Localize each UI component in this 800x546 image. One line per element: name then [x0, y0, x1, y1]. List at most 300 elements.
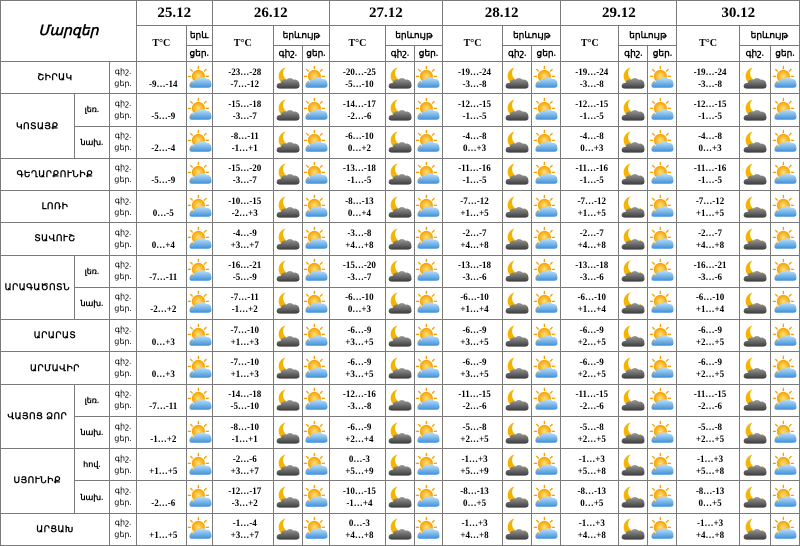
sun-cloud-icon — [187, 226, 212, 252]
sun-cloud-icon — [533, 484, 559, 510]
forecast-row — [1, 481, 800, 513]
weather-cell — [619, 449, 648, 481]
sun-cloud-icon — [303, 65, 329, 91]
sun-cloud-icon — [187, 355, 212, 381]
temperature-cell: -4…-8 0…+3 — [442, 126, 502, 158]
weather-cell — [619, 513, 648, 545]
night-day-label: գիշ. ցեր. — [109, 513, 136, 545]
sun-cloud-icon — [415, 65, 441, 91]
temperature-cell: -6…-10 0…+3 — [329, 287, 385, 319]
region-name: ԱՐՄԱՎԻՐ — [1, 352, 110, 384]
moon-cloud-icon — [387, 516, 413, 542]
moon-cloud-icon — [742, 484, 768, 510]
sun-cloud-icon — [772, 452, 798, 478]
weather-cell — [648, 94, 677, 126]
temperature-cell: -4…-8 0…+3 — [561, 126, 619, 158]
sun-cloud-icon — [303, 387, 329, 413]
moon-cloud-icon — [387, 290, 413, 316]
temperature-cell: -12…-17 -3…+2 — [212, 481, 273, 513]
day-header: ցեր. — [532, 46, 561, 62]
weather-cell — [414, 449, 442, 481]
moon-cloud-icon — [742, 65, 768, 91]
sun-cloud-icon — [187, 452, 212, 478]
weather-cell — [302, 513, 329, 545]
forecast-row — [1, 384, 800, 416]
temperature-cell: -8…-11 -1…+1 — [212, 126, 273, 158]
sun-cloud-icon — [649, 323, 675, 349]
weather-cell — [503, 126, 532, 158]
temperature-cell: -2…-6 — [136, 481, 186, 513]
sun-cloud-icon — [533, 65, 559, 91]
sun-cloud-icon — [772, 258, 798, 284]
moon-cloud-icon — [620, 484, 646, 510]
weather-cell — [414, 94, 442, 126]
temperature-cell: +1…+5 — [136, 449, 186, 481]
temperature-cell: -5…-9 — [136, 158, 186, 190]
weather-cell — [503, 320, 532, 352]
moon-cloud-icon — [742, 226, 768, 252]
weather-cell — [532, 352, 561, 384]
temperature-cell: 0…+3 — [136, 320, 186, 352]
night-day-label: գիշ. ցեր. — [109, 94, 136, 126]
weather-cell — [770, 94, 799, 126]
weather-cell — [186, 384, 212, 416]
temperature-cell: -6…-10 +1…+4 — [442, 287, 502, 319]
date-header: 26.12 — [212, 1, 329, 26]
day-header: ցեր. — [770, 46, 799, 62]
weather-cell — [739, 287, 770, 319]
weather-cell — [503, 223, 532, 255]
moon-cloud-icon — [620, 161, 646, 187]
weather-cell — [414, 62, 442, 94]
weather-cell — [739, 126, 770, 158]
sun-cloud-icon — [772, 226, 798, 252]
night-header: գիշ. — [503, 46, 532, 62]
temperature-cell: -8…-13 0…+4 — [329, 191, 385, 223]
sun-cloud-icon — [533, 323, 559, 349]
moon-cloud-icon — [275, 226, 301, 252]
temperature-cell: -13…-18 -3…-6 — [442, 255, 502, 287]
sun-cloud-icon — [187, 387, 212, 413]
moon-cloud-icon — [275, 484, 301, 510]
sun-cloud-icon — [533, 129, 559, 155]
moon-cloud-icon — [387, 226, 413, 252]
temperature-cell: -13…-18 -1…-5 — [329, 158, 385, 190]
sun-cloud-icon — [415, 387, 441, 413]
weather-cell — [619, 384, 648, 416]
weather-cell — [619, 94, 648, 126]
weather-cell — [273, 94, 302, 126]
temperature-cell: -14…-18 -5…-10 — [212, 384, 273, 416]
moon-cloud-icon — [504, 258, 530, 284]
subzone-label: նախ. — [74, 481, 109, 513]
weather-cell — [770, 255, 799, 287]
sun-cloud-icon — [649, 161, 675, 187]
weather-cell — [770, 481, 799, 513]
temperature-cell: -2…+2 — [136, 287, 186, 319]
date-header: 27.12 — [329, 1, 442, 26]
weather-cell — [273, 287, 302, 319]
weather-cell — [414, 513, 442, 545]
weather-cell — [770, 449, 799, 481]
sun-cloud-icon — [772, 323, 798, 349]
weather-cell — [739, 320, 770, 352]
sun-cloud-icon — [415, 129, 441, 155]
moon-cloud-icon — [742, 516, 768, 542]
temperature-cell: -1…+3 +5…+8 — [561, 449, 619, 481]
sun-cloud-icon — [649, 129, 675, 155]
weather-cell — [503, 513, 532, 545]
moon-cloud-icon — [620, 355, 646, 381]
sun-cloud-icon — [415, 258, 441, 284]
sun-cloud-icon — [533, 516, 559, 542]
temperature-cell: -1…+2 — [136, 416, 186, 448]
weather-cell — [648, 481, 677, 513]
temperature-cell: -2…-4 — [136, 126, 186, 158]
night-day-label: գիշ. ցեր. — [109, 223, 136, 255]
temperature-cell: -11…-16 -1…-5 — [677, 158, 739, 190]
forecast-body — [1, 62, 800, 546]
date-header: 25.12 — [136, 1, 212, 26]
sun-cloud-icon — [303, 161, 329, 187]
moon-cloud-icon — [742, 161, 768, 187]
weather-cell — [186, 191, 212, 223]
temperature-cell: -1…+3 +4…+8 — [561, 513, 619, 545]
temperature-cell: -5…-9 — [136, 94, 186, 126]
sun-cloud-icon — [187, 420, 212, 446]
moon-cloud-icon — [742, 323, 768, 349]
sun-cloud-icon — [415, 355, 441, 381]
weather-cell — [503, 191, 532, 223]
weather-cell — [619, 62, 648, 94]
moon-cloud-icon — [275, 387, 301, 413]
temperature-cell: -8…-13 0…+5 — [442, 481, 502, 513]
forecast-row — [1, 320, 800, 352]
temperature-cell: -12…-15 -1…-5 — [442, 94, 502, 126]
weather-cell — [302, 126, 329, 158]
weather-cell — [414, 255, 442, 287]
sun-cloud-icon — [187, 65, 212, 91]
weather-cell — [503, 94, 532, 126]
sun-cloud-icon — [649, 65, 675, 91]
forecast-row — [1, 158, 800, 190]
moon-cloud-icon — [742, 420, 768, 446]
region-name: ՎԱՅՈՑ ՁՈՐ — [1, 384, 75, 449]
temperature-cell: -6…-9 +3…+5 — [329, 320, 385, 352]
subzone-label: նախ. — [74, 416, 109, 448]
weather-cell — [273, 352, 302, 384]
moon-cloud-icon — [620, 387, 646, 413]
weather-cell — [532, 287, 561, 319]
region-name: ԱՐԱՐԱՏ — [1, 320, 110, 352]
subzone-label: հով. — [74, 449, 109, 481]
moon-cloud-icon — [504, 420, 530, 446]
temperature-cell: -15…-18 -3…-7 — [212, 94, 273, 126]
moon-cloud-icon — [620, 65, 646, 91]
forecast-row — [1, 191, 800, 223]
moon-cloud-icon — [742, 290, 768, 316]
night-header: գիշ. — [619, 46, 648, 62]
weather-cell — [186, 126, 212, 158]
weather-cell — [739, 158, 770, 190]
moon-cloud-icon — [504, 323, 530, 349]
weather-cell — [503, 287, 532, 319]
weather-cell — [739, 449, 770, 481]
region-name: ԳԵՂԱՐՔՈՒՆԻՔ — [1, 158, 110, 190]
temperature-cell: -11…-15 -2…-6 — [677, 384, 739, 416]
temperature-cell: -6…-9 +2…+5 — [677, 352, 739, 384]
temperature-cell: -11…-15 -2…-6 — [561, 384, 619, 416]
moon-cloud-icon — [275, 194, 301, 220]
weather-cell — [414, 191, 442, 223]
date-header: 30.12 — [677, 1, 800, 26]
weather-cell — [532, 223, 561, 255]
temperature-cell: -3…-8 +4…+8 — [329, 223, 385, 255]
region-name: ՍՅՈՒՆԻՔ — [1, 449, 75, 514]
temperature-cell: -7…-10 +1…+3 — [212, 352, 273, 384]
weather-cell — [302, 416, 329, 448]
weather-cell — [770, 320, 799, 352]
weather-cell — [302, 481, 329, 513]
sun-cloud-icon — [772, 387, 798, 413]
weather-cell — [648, 352, 677, 384]
moon-cloud-icon — [275, 355, 301, 381]
temperature-cell: -6…-9 +2…+5 — [561, 320, 619, 352]
subzone-label: լեռ. — [74, 384, 109, 416]
weather-cell — [273, 320, 302, 352]
moon-cloud-icon — [504, 97, 530, 123]
forecast-row — [1, 352, 800, 384]
temperature-cell: -2…-7 +4…+8 — [677, 223, 739, 255]
weather-cell — [302, 191, 329, 223]
moon-cloud-icon — [387, 452, 413, 478]
day-header: ցեր. — [414, 46, 442, 62]
sun-cloud-icon — [415, 97, 441, 123]
weather-cell — [302, 287, 329, 319]
moon-cloud-icon — [387, 387, 413, 413]
region-name: ՏԱՎՈՒՇ — [1, 223, 110, 255]
sun-cloud-icon — [649, 226, 675, 252]
temperature-cell: -7…-10 +1…+3 — [212, 320, 273, 352]
weather-cell — [648, 449, 677, 481]
sun-cloud-icon — [303, 194, 329, 220]
weather-cell — [648, 416, 677, 448]
forecast-row — [1, 513, 800, 545]
sun-cloud-icon — [415, 516, 441, 542]
night-day-label: գիշ. ցեր. — [109, 481, 136, 513]
weather-cell — [739, 94, 770, 126]
temperature-cell: -5…-8 +2…+5 — [677, 416, 739, 448]
night-header: գիշ. — [385, 46, 414, 62]
moon-cloud-icon — [504, 516, 530, 542]
moon-cloud-icon — [742, 355, 768, 381]
sun-cloud-icon — [772, 97, 798, 123]
sun-cloud-icon — [187, 129, 212, 155]
subzone-label: նախ. — [74, 126, 109, 158]
weather-cell — [186, 94, 212, 126]
temp-header: T°C — [442, 26, 502, 62]
temperature-cell: -12…-15 -1…-5 — [561, 94, 619, 126]
sun-cloud-icon — [187, 290, 212, 316]
temperature-cell: -9…-14 — [136, 62, 186, 94]
weather-cell — [503, 384, 532, 416]
temp-header: T°C — [136, 26, 186, 62]
weather-cell — [770, 384, 799, 416]
moon-cloud-icon — [504, 129, 530, 155]
night-day-label: գիշ. ցեր. — [109, 158, 136, 190]
sun-cloud-icon — [415, 161, 441, 187]
weather-cell — [739, 352, 770, 384]
weather-cell — [619, 320, 648, 352]
temperature-cell: -7…-11 -1…+2 — [212, 287, 273, 319]
temperature-cell: 0…-3 +4…+8 — [329, 513, 385, 545]
moon-cloud-icon — [275, 65, 301, 91]
night-header: գիշ. — [739, 46, 770, 62]
moon-cloud-icon — [742, 258, 768, 284]
temperature-cell: -7…-11 — [136, 255, 186, 287]
weather-cell — [385, 287, 414, 319]
weather-cell — [770, 287, 799, 319]
temp-header: T°C — [212, 26, 273, 62]
temperature-cell: -6…-9 +3…+5 — [442, 352, 502, 384]
regions-header: Մարզեր — [1, 1, 137, 62]
sun-cloud-icon — [772, 129, 798, 155]
sun-cloud-icon — [187, 194, 212, 220]
weather-cell — [385, 158, 414, 190]
forecast-row — [1, 223, 800, 255]
temperature-cell: 0…-3 +5…+9 — [329, 449, 385, 481]
moon-cloud-icon — [387, 129, 413, 155]
weather-cell — [302, 62, 329, 94]
weather-cell — [532, 94, 561, 126]
weather-cell — [648, 191, 677, 223]
sun-cloud-icon — [649, 387, 675, 413]
weather-cell — [739, 223, 770, 255]
moon-cloud-icon — [387, 65, 413, 91]
weather-cell — [414, 481, 442, 513]
weather-cell — [532, 255, 561, 287]
weather-cell — [503, 352, 532, 384]
sun-cloud-icon — [303, 290, 329, 316]
sun-cloud-icon — [533, 97, 559, 123]
night-day-label: գիշ. ցեր. — [109, 62, 136, 94]
weather-cell — [619, 287, 648, 319]
temperature-cell: -16…-21 -5…-9 — [212, 255, 273, 287]
moon-cloud-icon — [275, 258, 301, 284]
temperature-cell: -1…+3 +4…+8 — [677, 513, 739, 545]
night-day-label: գիշ. ցեր. — [109, 449, 136, 481]
weather-cell — [532, 191, 561, 223]
temperature-cell: -7…-11 — [136, 384, 186, 416]
forecast-row — [1, 287, 800, 319]
day-header: ցեր. — [186, 46, 212, 62]
sun-cloud-icon — [772, 355, 798, 381]
region-name: ՇԻՐԱԿ — [1, 62, 110, 94]
moon-cloud-icon — [620, 323, 646, 349]
weather-cell — [385, 320, 414, 352]
moon-cloud-icon — [742, 129, 768, 155]
moon-cloud-icon — [620, 194, 646, 220]
region-name: ԼՈՌԻ — [1, 191, 110, 223]
weather-cell — [532, 126, 561, 158]
weather-cell — [273, 62, 302, 94]
weather-cell — [770, 62, 799, 94]
weather-cell — [385, 191, 414, 223]
sun-cloud-icon — [649, 194, 675, 220]
weather-cell — [503, 481, 532, 513]
moon-cloud-icon — [742, 452, 768, 478]
weather-cell — [739, 384, 770, 416]
weather-cell — [619, 255, 648, 287]
weather-cell — [385, 384, 414, 416]
moon-cloud-icon — [504, 161, 530, 187]
sun-cloud-icon — [415, 452, 441, 478]
weather-cell — [770, 352, 799, 384]
weather-cell — [414, 223, 442, 255]
sun-cloud-icon — [187, 97, 212, 123]
sun-cloud-icon — [533, 258, 559, 284]
weather-cell — [302, 384, 329, 416]
weather-cell — [532, 320, 561, 352]
sun-cloud-icon — [649, 452, 675, 478]
subzone-label: լեռ. — [74, 94, 109, 126]
weather-cell — [739, 513, 770, 545]
sun-cloud-icon — [772, 420, 798, 446]
weather-header: երևույթ — [619, 26, 677, 46]
night-day-label: գիշ. ցեր. — [109, 416, 136, 448]
weather-cell — [273, 191, 302, 223]
sun-cloud-icon — [187, 161, 212, 187]
forecast-row — [1, 255, 800, 287]
moon-cloud-icon — [742, 387, 768, 413]
moon-cloud-icon — [387, 161, 413, 187]
weather-cell — [385, 94, 414, 126]
moon-cloud-icon — [275, 290, 301, 316]
temperature-cell: -1…+3 +4…+8 — [442, 513, 502, 545]
sun-cloud-icon — [303, 420, 329, 446]
sun-cloud-icon — [303, 516, 329, 542]
weather-cell — [414, 320, 442, 352]
moon-cloud-icon — [620, 516, 646, 542]
sun-cloud-icon — [415, 323, 441, 349]
weather-cell — [619, 126, 648, 158]
moon-cloud-icon — [387, 194, 413, 220]
sun-cloud-icon — [187, 516, 212, 542]
temperature-cell: -6…-10 0…+2 — [329, 126, 385, 158]
temperature-cell: -10…-15 -2…+3 — [212, 191, 273, 223]
weather-cell — [186, 223, 212, 255]
moon-cloud-icon — [742, 194, 768, 220]
moon-cloud-icon — [504, 65, 530, 91]
weather-cell — [186, 513, 212, 545]
night-header: գիշ. — [273, 46, 302, 62]
weather-cell — [648, 320, 677, 352]
weather-header: երև — [186, 26, 212, 46]
moon-cloud-icon — [504, 355, 530, 381]
temperature-cell: -15…-20 -3…-7 — [329, 255, 385, 287]
weather-cell — [648, 287, 677, 319]
sun-cloud-icon — [649, 97, 675, 123]
temperature-cell: -19…-24 -3…-8 — [677, 62, 739, 94]
weather-cell — [273, 384, 302, 416]
weather-cell — [302, 352, 329, 384]
weather-cell — [770, 158, 799, 190]
temperature-cell: -12…-15 -1…-5 — [677, 94, 739, 126]
weather-cell — [619, 416, 648, 448]
weather-cell — [385, 62, 414, 94]
day-header: ցեր. — [648, 46, 677, 62]
weather-cell — [273, 481, 302, 513]
